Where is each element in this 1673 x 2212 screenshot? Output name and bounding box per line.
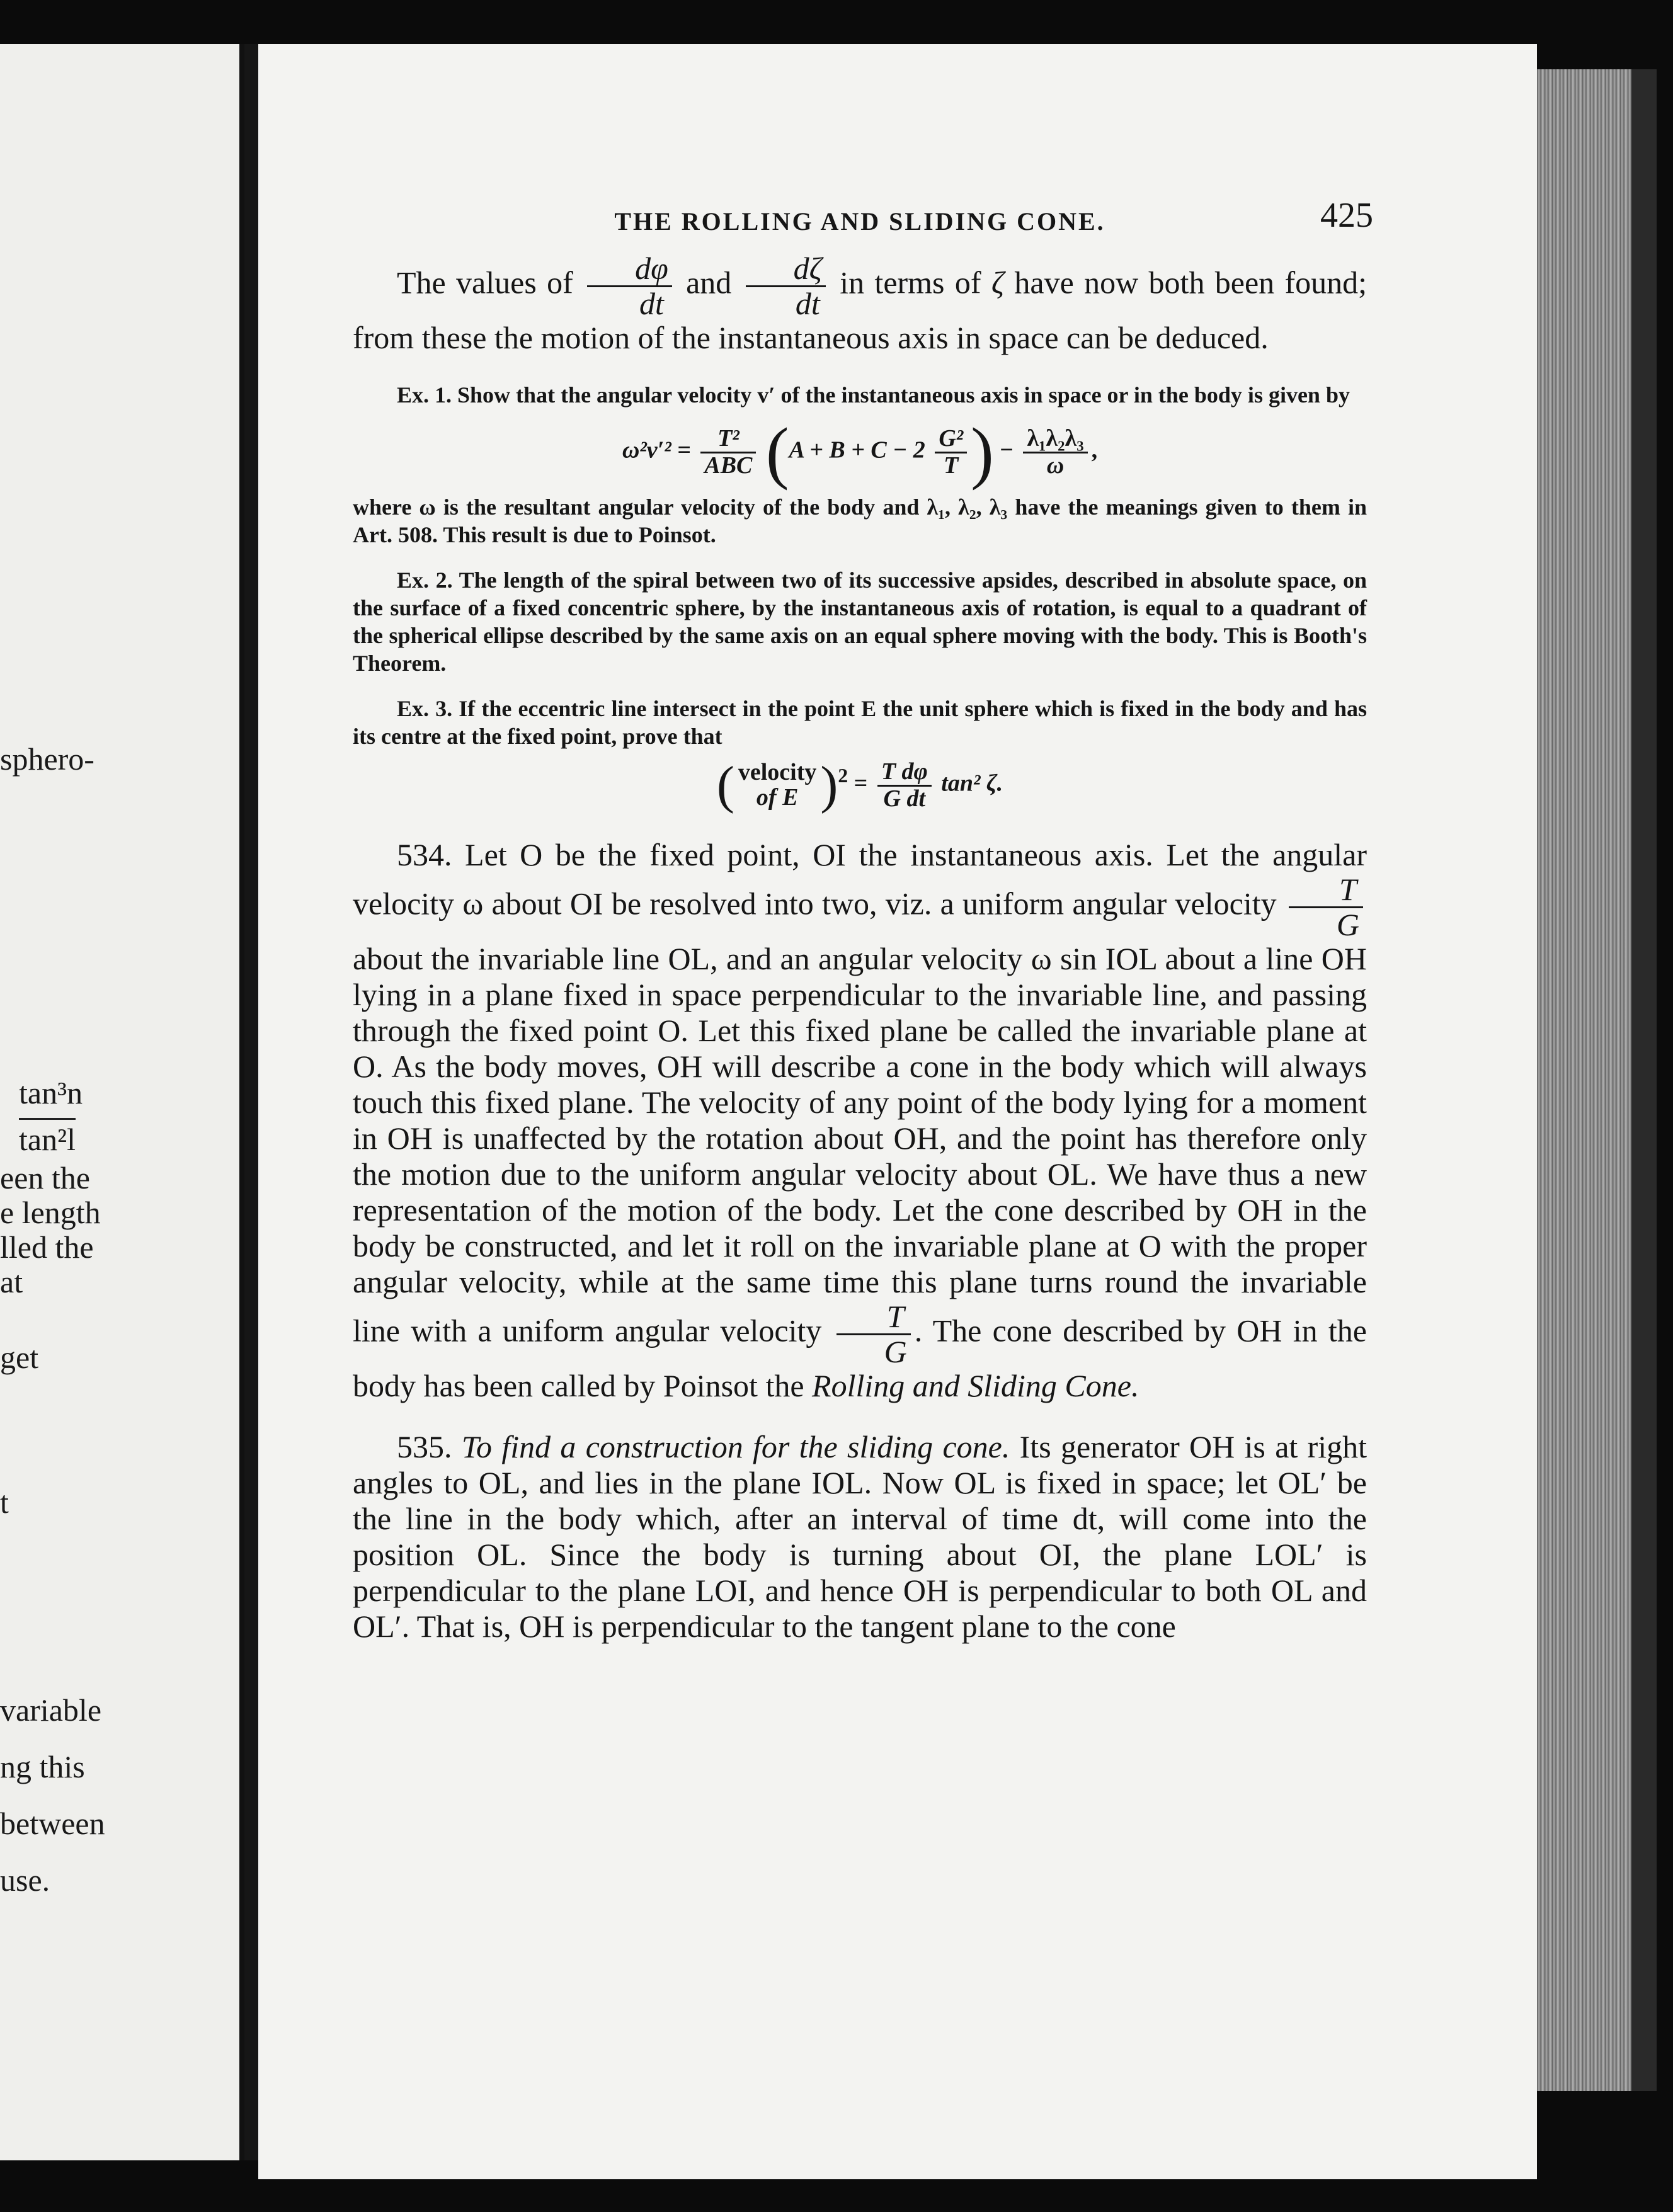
left-fragment-text: een the: [0, 1160, 90, 1195]
intro-text: The values of: [397, 265, 573, 300]
fraction-dphi-dt: $\frac{d\varphi}{dt}$: [587, 252, 672, 320]
left-fragment-text: sphero-: [0, 741, 94, 777]
book-gutter: [244, 44, 258, 2160]
left-fragment-text: at: [0, 1264, 23, 1299]
fraction-T-G: $\frac{T}{G}$: [836, 1300, 911, 1368]
formula-angular-velocity: ω²v′² = $\frac{\text{T²}}{\text{ABC}}$ (A + B + C − 2 $\frac{\text{G²}}{T}$ ) − $\frac{\text{λ₁λ₂λ₃}}{\omega}$ ,: [622, 414, 1098, 491]
example-text: Ex. 1. Show that the angular velocity v′ of the instantaneous axis in space or in the body is given by: [397, 382, 1350, 408]
example-text: Ex. 2. The length of the spiral between two of its successive apsides, described in absolute space, on the surface of a fixed concentric sphere, by the instantaneous axis of rotation, is equal to a quadrant of the spherical ellipse described by the same axis on an equal sphere moving with the body. This is Booth's Theorem.: [353, 567, 1367, 676]
running-title: THE ROLLING AND SLIDING CONE.: [614, 207, 1105, 236]
left-fragment-text: tan³n: [19, 1075, 83, 1110]
example-text: where ω is the resultant angular velocity of the body and λ₁, λ₂, λ₃ have the meanings given to them in Art. 508. This result is due to Poinsot.: [353, 494, 1367, 547]
example-label: Ex. 1.: [397, 382, 452, 408]
left-fragment-text: use.: [0, 1862, 50, 1898]
left-fragment-text: lled the: [0, 1229, 94, 1265]
left-fragment-text: e length: [0, 1195, 101, 1230]
section-535: 535. To find a construction for the sliding cone. Its generator OH is at right angles to OL, and lies in the plane IOL. Now OL is fixed in space; let OL′ be the line in the body which, after an interval of time dt, will come into the position OL. Since the body is turning about OI, the plane LOL′ is perpendicular to the plane LOI, and hence OH is perpendicular to both OL and OL′. That is, OH is perpendicular to the tangent plane to the cone: [353, 1429, 1368, 1644]
intro-text: and: [686, 265, 732, 300]
left-fragment-text: t: [0, 1485, 9, 1520]
example-1: [353, 381, 1367, 549]
intro-text: in terms of: [840, 265, 981, 300]
page-number: 425: [1320, 196, 1373, 235]
book-edge-shadow: [1631, 69, 1657, 2091]
example-2: [353, 566, 1367, 677]
formula-velocity-of-E: ( velocity of E )$^2$ = $\frac{\text{T dφ}}{\text{G dt}}$ tan² ζ.: [716, 756, 1003, 814]
left-page-fragment: [0, 44, 244, 2160]
left-fragment-text: tan²l: [19, 1118, 76, 1155]
example-text: Ex. 3. If the eccentric line intersect in the point E the unit sphere which is fixed in the body and has its centre at the fixed point, prove that: [353, 696, 1367, 749]
page: [258, 44, 1537, 2179]
example-label: Ex. 2.: [397, 567, 453, 593]
section-number: 535.: [397, 1429, 452, 1464]
fraction-dzeta-dt: $\frac{d\zeta}{dt}$: [746, 252, 826, 320]
book-page-edges: [1537, 69, 1631, 2091]
left-fragment-text: between: [0, 1806, 105, 1841]
section-title: To find a construction for the sliding cone.: [461, 1429, 1010, 1464]
left-fragment-text: variable: [0, 1692, 102, 1728]
section-534: 534. Let O be the fixed point, OI the instantaneous axis. Let the angular velocity ω about OI be resolved into two, viz. a uniform angular velocity $\frac{T}{G}$ about the invariable line OL, and an angular velocity ω sin IOL about a line OH lying in a plane fixed in space perpendicular to the invariable line, and passing through the fixed point O. Let this fixed plane be called the invariable plane at O. As the body moves, OH will describe a cone in the body which will always touch this fixed plane. The velocity of any point of the body lying for a moment in OH is unaffected by the rotation about OH, and the point has therefore only the motion due to the uniform angular velocity about OL. We have thus a new representation of the motion of the body. Let the cone described by OH in the body be constructed, and let it roll on the invariable plane at O with the proper angular velocity, while at the same time this plane turns round the invariable line with a uniform angular velocity $\frac{T}{G}$ . The cone described by OH in the body has been called by Poinsot the Rolling and Sliding Cone.: [353, 837, 1368, 1403]
example-3: [353, 695, 1367, 812]
page-content: [353, 195, 1373, 1645]
left-fragment-text: ng this: [0, 1749, 85, 1784]
running-head: [353, 195, 1373, 246]
left-fragment-text: get: [0, 1340, 39, 1375]
fraction-T-G: $\frac{T}{G}$: [1289, 873, 1363, 941]
intro-text: have now both been found; from these the motion of the instantaneous axis in space can be deduced.: [353, 265, 1368, 355]
section-number: 534.: [397, 837, 452, 872]
zeta-symbol: ζ: [991, 265, 1005, 300]
intro-paragraph: [353, 252, 1367, 356]
example-label: Ex. 3.: [397, 696, 453, 721]
